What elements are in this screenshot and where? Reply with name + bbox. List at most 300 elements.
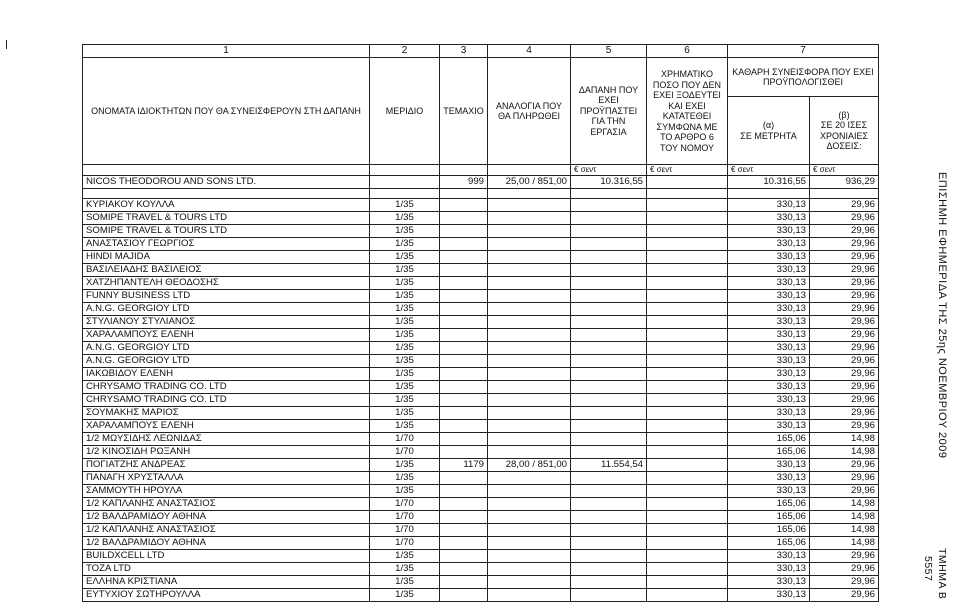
unspent-amount [647, 316, 728, 329]
ratio [488, 511, 571, 524]
share: 1/70 [370, 498, 440, 511]
share: 1/35 [370, 381, 440, 394]
header-cash-text: ΣΕ ΜΕΤΡΗΤΑ [740, 130, 797, 141]
table-row [83, 225, 879, 238]
plot-number [440, 251, 488, 264]
budget [571, 251, 647, 264]
budget [571, 524, 647, 537]
ratio [488, 264, 571, 277]
owner-name: FUNNY BUSINESS LTD [83, 290, 370, 303]
header-instalments [810, 97, 879, 165]
instalment-contribution: 29,96 [810, 199, 879, 212]
table-row [83, 355, 879, 368]
owner-name: ΒΑΣΙΛΕΙΑΔΗΣ ΒΑΣΙΛΕΙΟΣ [83, 264, 370, 277]
share [370, 176, 440, 189]
instalment-contribution: 29,96 [810, 290, 879, 303]
share: 1/35 [370, 459, 440, 472]
instalment-contribution: 29,96 [810, 407, 879, 420]
budget [571, 498, 647, 511]
cash-contribution: 330,13 [728, 381, 810, 394]
owner-name: 1/2 ΚΙΝΟΣΙΔΗ ΡΩΞΑΝΗ [83, 446, 370, 459]
share: 1/35 [370, 420, 440, 433]
owner-name: ΧΑΡΑΛΑΜΠΟΥΣ ΕΛΕΝΗ [83, 329, 370, 342]
owner-name: CHRYSAMO TRADING CO. LTD [83, 381, 370, 394]
cash-contribution: 330,13 [728, 407, 810, 420]
unspent-amount [647, 550, 728, 563]
table-row [83, 433, 879, 446]
cash-contribution: 330,13 [728, 251, 810, 264]
instalment-contribution: 29,96 [810, 277, 879, 290]
plot-number [440, 394, 488, 407]
instalment-contribution: 936,29 [810, 176, 879, 189]
plot-number [440, 316, 488, 329]
table-row [83, 498, 879, 511]
plot-number [440, 355, 488, 368]
share: 1/35 [370, 368, 440, 381]
instalment-contribution: 29,96 [810, 225, 879, 238]
table-row [83, 290, 879, 303]
instalment-contribution: 14,98 [810, 498, 879, 511]
table-row [83, 277, 879, 290]
ratio: 28,00 / 851,00 [488, 459, 571, 472]
cash-contribution: 330,13 [728, 264, 810, 277]
ratio [488, 446, 571, 459]
cash-contribution: 330,13 [728, 459, 810, 472]
col-number: 2 [370, 45, 440, 58]
share: 1/35 [370, 355, 440, 368]
instalment-contribution: 29,96 [810, 342, 879, 355]
unspent-amount [647, 264, 728, 277]
owner-name: SOMIPE TRAVEL & TOURS LTD [83, 212, 370, 225]
plot-number [440, 550, 488, 563]
table-row [83, 199, 879, 212]
currency-label: € σεντ [728, 165, 810, 176]
cash-contribution: 330,13 [728, 316, 810, 329]
ratio [488, 433, 571, 446]
table-row [83, 589, 879, 602]
budget [571, 589, 647, 602]
table-row [83, 576, 879, 589]
budget [571, 446, 647, 459]
share: 1/35 [370, 316, 440, 329]
owner-name: ΚΥΡΙΑΚΟΥ ΚΟΥΛΛΑ [83, 199, 370, 212]
ratio [488, 212, 571, 225]
budget [571, 342, 647, 355]
ratio [488, 381, 571, 394]
table-row [83, 329, 879, 342]
owner-name: A.N.G. GEORGIOY LTD [83, 303, 370, 316]
cash-contribution: 165,06 [728, 498, 810, 511]
plot-number [440, 511, 488, 524]
unspent-amount [647, 212, 728, 225]
spacer-cell [810, 189, 879, 199]
ratio [488, 342, 571, 355]
cash-contribution: 165,06 [728, 511, 810, 524]
owner-name: A.N.G. GEORGIOY LTD [83, 355, 370, 368]
unspent-amount [647, 290, 728, 303]
share: 1/35 [370, 264, 440, 277]
owner-name: ΕΛΛΗΝΑ ΚΡΙΣΤΙΑΝΑ [83, 576, 370, 589]
spacer-row [83, 189, 879, 199]
unspent-amount [647, 433, 728, 446]
ratio [488, 303, 571, 316]
spacer-cell [571, 189, 647, 199]
cash-contribution: 330,13 [728, 290, 810, 303]
owner-name: NICOS THEODOROU AND SONS LTD. [83, 176, 370, 189]
budget [571, 485, 647, 498]
gazette-title-margin: ΕΠΙΣΗΜΗ ΕΦΗΜΕΡΙΔΑ ΤΗΣ 25ης ΝΟΕΜΒΡΙΟΥ 2009 [936, 172, 948, 459]
table-row [83, 342, 879, 355]
owner-name: 1/2 ΚΑΠΛΑΝΗΣ ΑΝΑΣΤΑΣΙΟΣ [83, 524, 370, 537]
ratio [488, 550, 571, 563]
owner-name: ΙΑΚΩΒΙΔΟΥ ΕΛΕΝΗ [83, 368, 370, 381]
share: 1/70 [370, 446, 440, 459]
share: 1/70 [370, 524, 440, 537]
currency-empty [370, 165, 440, 176]
table-row [83, 212, 879, 225]
ratio [488, 485, 571, 498]
unspent-amount [647, 277, 728, 290]
ratio [488, 329, 571, 342]
ratio [488, 199, 571, 212]
header-owners: ΟΝΟΜΑΤΑ ΙΔΙΟΚΤΗΤΩΝ ΠΟΥ ΘΑ ΣΥΝΕΙΣΦΕΡΟΥΝ ΣΤΗ ΔΑΠΑΝΗ [83, 58, 370, 165]
budget [571, 303, 647, 316]
plot-number [440, 485, 488, 498]
spacer-cell [488, 189, 571, 199]
ratio [488, 537, 571, 550]
cash-contribution: 330,13 [728, 199, 810, 212]
share: 1/35 [370, 251, 440, 264]
currency-empty [83, 165, 370, 176]
budget [571, 212, 647, 225]
plot-number [440, 576, 488, 589]
cash-contribution: 330,13 [728, 576, 810, 589]
share: 1/35 [370, 303, 440, 316]
budget [571, 511, 647, 524]
unspent-amount [647, 394, 728, 407]
table-row [83, 459, 879, 472]
unspent-amount [647, 485, 728, 498]
column-number-row [83, 45, 879, 58]
owner-name: ΧΑΡΑΛΑΜΠΟΥΣ ΕΛΕΝΗ [83, 420, 370, 433]
plot-number [440, 407, 488, 420]
currency-label: € σεντ [647, 165, 728, 176]
unspent-amount [647, 238, 728, 251]
currency-empty [488, 165, 571, 176]
ratio [488, 589, 571, 602]
budget [571, 394, 647, 407]
unspent-amount [647, 368, 728, 381]
spacer-cell [370, 189, 440, 199]
header-share: ΜΕΡΙΔΙΟ [370, 58, 440, 165]
plot-number [440, 472, 488, 485]
table-row [83, 238, 879, 251]
unspent-amount [647, 589, 728, 602]
ratio [488, 524, 571, 537]
plot-number [440, 589, 488, 602]
share: 1/35 [370, 238, 440, 251]
instalment-contribution: 14,98 [810, 433, 879, 446]
unspent-amount [647, 199, 728, 212]
share: 1/35 [370, 407, 440, 420]
ratio [488, 368, 571, 381]
table-row [83, 420, 879, 433]
unspent-amount [647, 381, 728, 394]
owner-name: BUILDXCELL LTD [83, 550, 370, 563]
plot-number [440, 264, 488, 277]
share: 1/35 [370, 485, 440, 498]
unspent-amount [647, 563, 728, 576]
cash-contribution: 330,13 [728, 563, 810, 576]
owner-name: ΑΝΑΣΤΑΣΙΟΥ ΓΕΩΡΓΙΟΣ [83, 238, 370, 251]
header-instalments-label: (β) [838, 109, 850, 120]
ratio: 25,00 / 851,00 [488, 176, 571, 189]
header-ratio: ΑΝΑΛΟΓΙΑ ΠΟΥ ΘΑ ΠΛΗΡΩΘΕΙ [488, 58, 571, 165]
instalment-contribution: 29,96 [810, 368, 879, 381]
instalment-contribution: 29,96 [810, 264, 879, 277]
share: 1/35 [370, 342, 440, 355]
spacer-cell [647, 189, 728, 199]
plot-number [440, 368, 488, 381]
gazette-page-number: 5557 [922, 556, 934, 582]
cash-contribution: 330,13 [728, 394, 810, 407]
cash-contribution: 330,13 [728, 485, 810, 498]
ratio [488, 316, 571, 329]
owner-name: 1/2 ΒΑΛΔΡΑΜΙΔΟΥ ΑΘΗΝΑ [83, 511, 370, 524]
budget [571, 472, 647, 485]
instalment-contribution: 29,96 [810, 576, 879, 589]
cash-contribution: 330,13 [728, 277, 810, 290]
instalment-contribution: 29,96 [810, 381, 879, 394]
instalment-contribution: 29,96 [810, 355, 879, 368]
table-row [83, 407, 879, 420]
budget [571, 225, 647, 238]
instalment-contribution: 29,96 [810, 459, 879, 472]
plot-number [440, 524, 488, 537]
budget [571, 199, 647, 212]
table-row [83, 368, 879, 381]
budget [571, 433, 647, 446]
budget [571, 355, 647, 368]
currency-empty [440, 165, 488, 176]
instalment-contribution: 14,98 [810, 511, 879, 524]
plot-number: 999 [440, 176, 488, 189]
table-row [83, 524, 879, 537]
owner-name: ΣΤΥΛΙΑΝΟΥ ΣΤΥΛΙΑΝΟΣ [83, 316, 370, 329]
table-row [83, 537, 879, 550]
unspent-amount [647, 446, 728, 459]
owner-name: CHRYSAMO TRADING CO. LTD [83, 394, 370, 407]
ratio [488, 251, 571, 264]
owner-name: ΠΑΝΑΓΗ ΧΡΥΣΤΑΛΛΑ [83, 472, 370, 485]
cash-contribution: 165,06 [728, 433, 810, 446]
budget: 10.316,55 [571, 176, 647, 189]
cash-contribution: 10.316,55 [728, 176, 810, 189]
spacer-cell [440, 189, 488, 199]
budget: 11.554,54 [571, 459, 647, 472]
share: 1/35 [370, 329, 440, 342]
budget [571, 316, 647, 329]
plot-number [440, 537, 488, 550]
col-number: 4 [488, 45, 571, 58]
unspent-amount [647, 342, 728, 355]
plot-number [440, 329, 488, 342]
cash-contribution: 165,06 [728, 524, 810, 537]
instalment-contribution: 29,96 [810, 212, 879, 225]
plot-number: 1179 [440, 459, 488, 472]
instalment-contribution: 29,96 [810, 485, 879, 498]
instalment-contribution: 29,96 [810, 472, 879, 485]
table-row [83, 264, 879, 277]
cash-contribution: 330,13 [728, 550, 810, 563]
share: 1/70 [370, 537, 440, 550]
share: 1/35 [370, 563, 440, 576]
plot-number [440, 290, 488, 303]
budget [571, 329, 647, 342]
stray-mark [6, 40, 7, 49]
cash-contribution: 330,13 [728, 420, 810, 433]
share: 1/35 [370, 472, 440, 485]
owner-name: ΣΑΜΜΟΥΤΗ ΗΡΟΥΛΑ [83, 485, 370, 498]
header-budget: ΔΑΠΑΝΗ ΠΟΥ ΕΧΕΙ ΠΡΟΫΠΑΣΤΕΙ ΓΙΑ ΤΗΝ ΕΡΓΑΣΙΑ [571, 58, 647, 165]
ratio [488, 407, 571, 420]
currency-row [83, 165, 879, 176]
owner-name: HINDI MAJIDA [83, 251, 370, 264]
ratio [488, 290, 571, 303]
share: 1/35 [370, 290, 440, 303]
budget [571, 420, 647, 433]
budget [571, 537, 647, 550]
ratio [488, 225, 571, 238]
ratio [488, 277, 571, 290]
table-row [83, 446, 879, 459]
table-row [83, 381, 879, 394]
owner-name: ΕΥΤΥΧΙΟΥ ΣΩΤΗΡΟΥΛΛΑ [83, 589, 370, 602]
budget [571, 277, 647, 290]
instalment-contribution: 14,98 [810, 537, 879, 550]
cash-contribution: 330,13 [728, 472, 810, 485]
table-row [83, 485, 879, 498]
plot-number [440, 563, 488, 576]
budget [571, 576, 647, 589]
col-number: 7 [728, 45, 879, 58]
instalment-contribution: 29,96 [810, 550, 879, 563]
unspent-amount [647, 303, 728, 316]
col-number: 3 [440, 45, 488, 58]
unspent-amount [647, 576, 728, 589]
share: 1/70 [370, 511, 440, 524]
share: 1/35 [370, 576, 440, 589]
plot-number [440, 277, 488, 290]
instalment-contribution: 29,96 [810, 563, 879, 576]
instalment-contribution: 29,96 [810, 303, 879, 316]
unspent-amount [647, 498, 728, 511]
unspent-amount [647, 420, 728, 433]
plot-number [440, 446, 488, 459]
instalment-contribution: 29,96 [810, 251, 879, 264]
plot-number [440, 381, 488, 394]
cash-contribution: 330,13 [728, 212, 810, 225]
unspent-amount [647, 459, 728, 472]
owner-name: SOMIPE TRAVEL & TOURS LTD [83, 225, 370, 238]
col-number: 6 [647, 45, 728, 58]
header-net-contribution: ΚΑΘΑΡΗ ΣΥΝΕΙΣΦΟΡΑ ΠΟΥ ΕΧΕΙ ΠΡΟΫΠΟΛΟΓΙΣΘΕΙ [728, 58, 879, 97]
budget [571, 550, 647, 563]
currency-label: € σεντ [571, 165, 647, 176]
table-row [83, 563, 879, 576]
cash-contribution: 330,13 [728, 225, 810, 238]
cash-contribution: 330,13 [728, 303, 810, 316]
table-row [83, 176, 879, 189]
cash-contribution: 330,13 [728, 238, 810, 251]
instalment-contribution: 29,96 [810, 238, 879, 251]
owner-name: TOZA LTD [83, 563, 370, 576]
cash-contribution: 165,06 [728, 537, 810, 550]
owner-name: 1/2 ΚΑΠΛΑΝΗΣ ΑΝΑΣΤΑΣΙΟΣ [83, 498, 370, 511]
cash-contribution: 330,13 [728, 589, 810, 602]
unspent-amount [647, 176, 728, 189]
table-row [83, 394, 879, 407]
header-unspent: ΧΡΗΜΑΤΙΚΟ ΠΟΣΟ ΠΟΥ ΔΕΝ ΕΧΕΙ ΞΟΔΕΥΤΕΙ ΚΑΙ ΕΧΕΙ ΚΑΤΑΤΕΘΕΙ ΣΥΜΦΩΝΑ ΜΕ ΤΟ ΑΡΘΡΟ 6 ΤΟΥ ΝΟΜΟΥ [647, 58, 728, 165]
ratio [488, 238, 571, 251]
budget [571, 264, 647, 277]
budget [571, 407, 647, 420]
ratio [488, 563, 571, 576]
budget [571, 563, 647, 576]
owner-name: A.N.G. GEORGIOY LTD [83, 342, 370, 355]
header-cash-label: (α) [762, 120, 775, 131]
table-row [83, 550, 879, 563]
instalment-contribution: 29,96 [810, 316, 879, 329]
header-instalments-text: ΣΕ 20 ΙΣΕΣ ΧΡΟΝΙΑΙΕΣ ΔΟΣΕΙΣ: [819, 120, 869, 152]
unspent-amount [647, 251, 728, 264]
cash-contribution: 330,13 [728, 342, 810, 355]
share: 1/35 [370, 394, 440, 407]
plot-number [440, 342, 488, 355]
share: 1/35 [370, 589, 440, 602]
share: 1/70 [370, 433, 440, 446]
unspent-amount [647, 537, 728, 550]
budget [571, 381, 647, 394]
table-row [83, 303, 879, 316]
ratio [488, 498, 571, 511]
plot-number [440, 303, 488, 316]
owner-name: ΧΑΤΖΗΠΑΝΤΕΛΗ ΘΕΟΔΟΣΗΣ [83, 277, 370, 290]
col-number: 1 [83, 45, 370, 58]
share: 1/35 [370, 277, 440, 290]
header-plot: ΤΕΜΑΧΙΟ [440, 58, 488, 165]
ratio [488, 394, 571, 407]
unspent-amount [647, 524, 728, 537]
instalment-contribution: 14,98 [810, 446, 879, 459]
share: 1/35 [370, 550, 440, 563]
owner-name: 1/2 ΜΩΥΣΙΔΗΣ ΛΕΩΝΙΔΑΣ [83, 433, 370, 446]
budget [571, 290, 647, 303]
plot-number [440, 225, 488, 238]
currency-label: € σεντ [810, 165, 879, 176]
instalment-contribution: 29,96 [810, 329, 879, 342]
ratio [488, 420, 571, 433]
cash-contribution: 330,13 [728, 368, 810, 381]
owner-name: 1/2 ΒΑΛΔΡΑΜΙΔΟΥ ΑΘΗΝΑ [83, 537, 370, 550]
unspent-amount [647, 472, 728, 485]
unspent-amount [647, 511, 728, 524]
table-row [83, 511, 879, 524]
table-row [83, 316, 879, 329]
share: 1/35 [370, 212, 440, 225]
ratio [488, 472, 571, 485]
plot-number [440, 212, 488, 225]
